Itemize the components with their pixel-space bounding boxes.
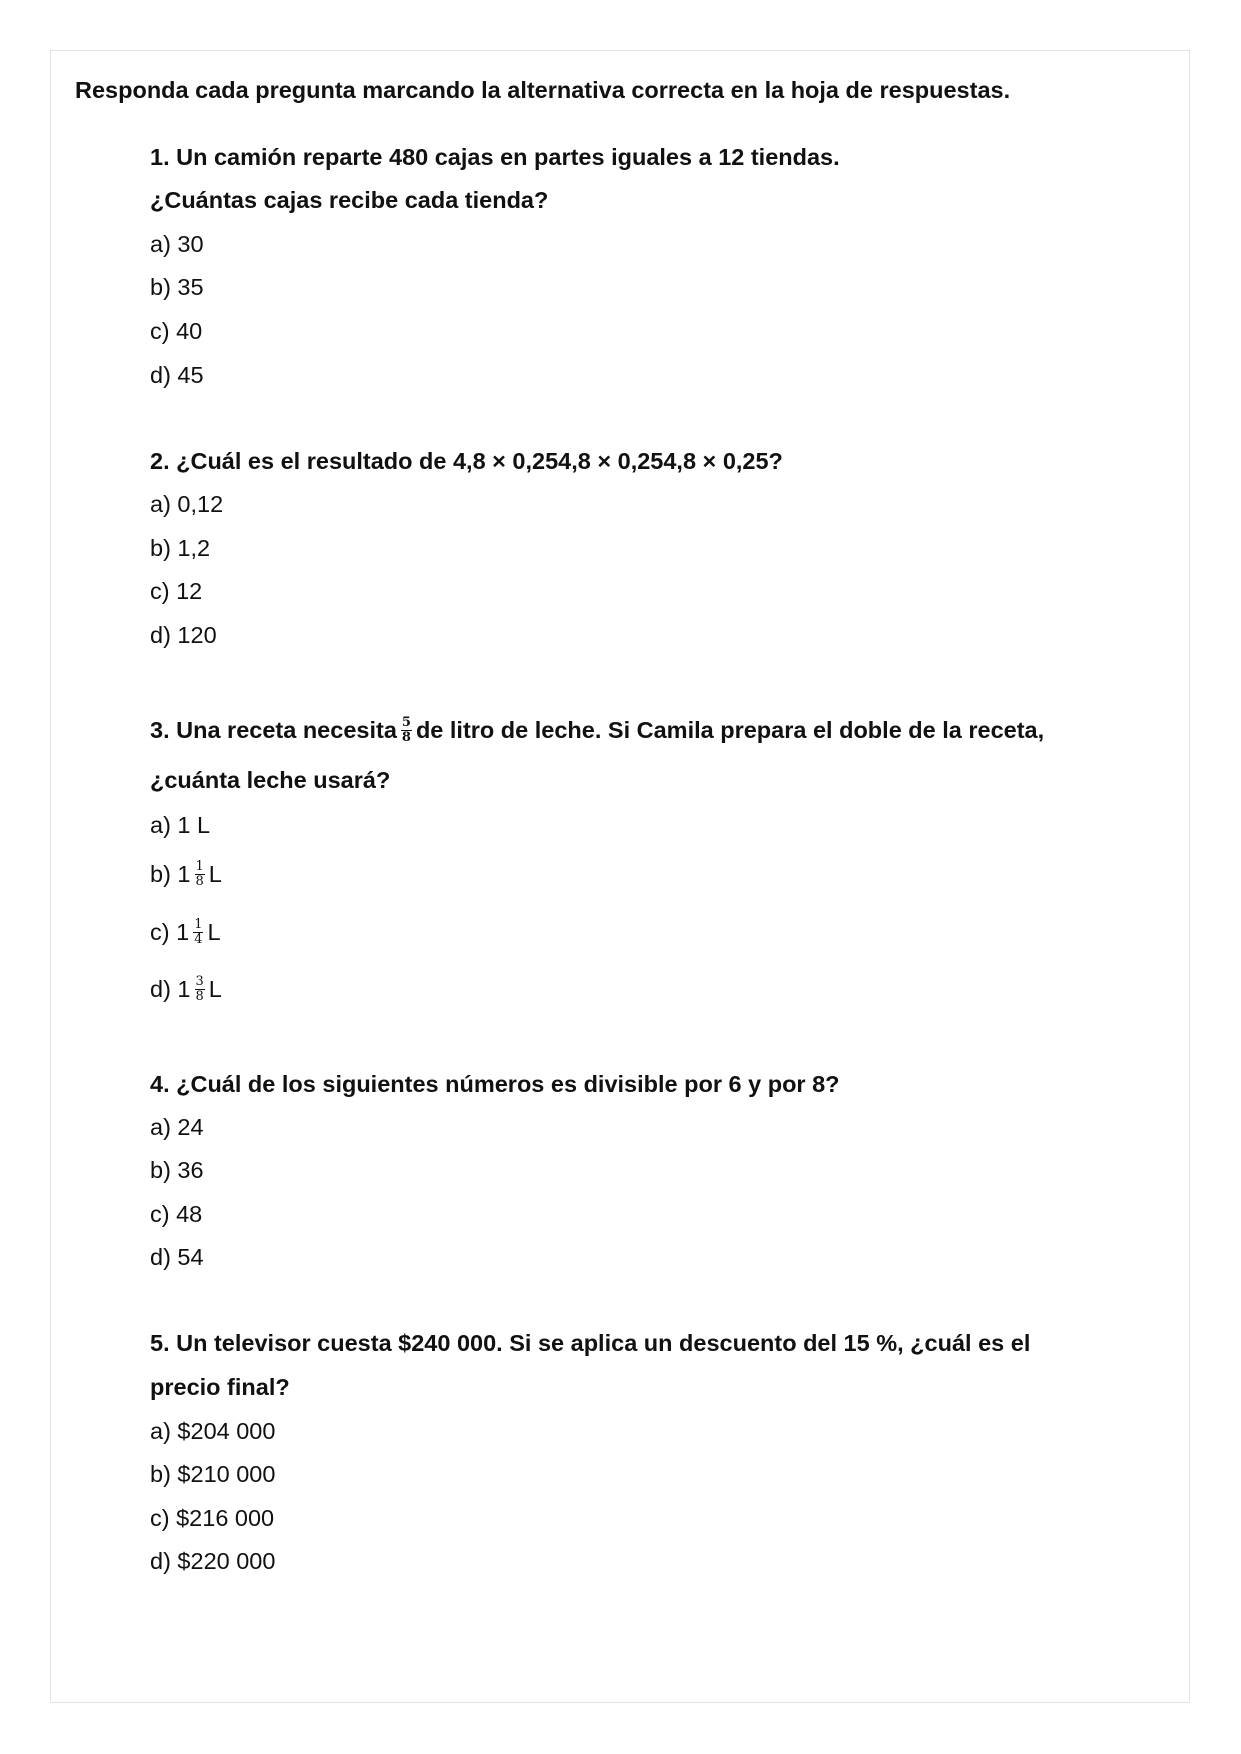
- question-1-option-a[interactable]: a) 30: [150, 231, 204, 257]
- question-5-option-a[interactable]: a) $204 000: [150, 1418, 276, 1444]
- question-5-option-d[interactable]: d) $220 000: [150, 1548, 276, 1574]
- fraction-numerator: 5: [401, 715, 411, 731]
- fraction-denominator: 8: [195, 989, 204, 1005]
- fraction-numerator: 1: [194, 917, 203, 933]
- question-4-option-b[interactable]: b) 36: [150, 1157, 204, 1183]
- fraction-one-quarter: [193, 918, 203, 947]
- question-5-text-line-1: 5. Un televisor cuesta $240 000. Si se aplica un descuento del 15 %, ¿cuál es el: [150, 1330, 1031, 1356]
- option-d-label: d) 1: [150, 976, 191, 1002]
- question-5-option-c[interactable]: c) $216 000: [150, 1505, 275, 1531]
- question-2-option-d[interactable]: d) 120: [150, 622, 217, 648]
- option-d-unit: L: [208, 976, 222, 1002]
- question-2-option-c[interactable]: c) 12: [150, 578, 203, 604]
- question-2-option-a[interactable]: a) 0,12: [150, 491, 224, 517]
- option-c-unit: L: [207, 919, 221, 945]
- question-3-text-line-1: [150, 716, 1044, 746]
- question-5-option-b[interactable]: b) $210 000: [150, 1461, 276, 1487]
- question-2-option-b[interactable]: b) 1,2: [150, 535, 211, 561]
- fraction-one-eighth: [195, 860, 205, 889]
- option-b-unit: L: [208, 861, 222, 887]
- question-1-option-c[interactable]: c) 40: [150, 318, 203, 344]
- question-1-text-line-1: 1. Un camión reparte 480 cajas en partes iguales a 12 tiendas.: [150, 144, 840, 170]
- fraction-three-eighths: [195, 975, 205, 1004]
- question-4-option-c[interactable]: c) 48: [150, 1201, 203, 1227]
- fraction-numerator: 1: [195, 859, 204, 875]
- question-3-text-pre: 3. Una receta necesita: [150, 717, 397, 743]
- question-4-option-d[interactable]: d) 54: [150, 1244, 204, 1270]
- question-3-text-line-2: ¿cuánta leche usará?: [150, 767, 391, 793]
- option-c-label: c) 1: [150, 919, 190, 945]
- question-2-text: 2. ¿Cuál es el resultado de 4,8 × 0,254,8 × 0,254,8 × 0,25?: [150, 448, 783, 474]
- question-5-text-line-2: precio final?: [150, 1374, 290, 1400]
- fraction-denominator: 4: [194, 932, 203, 948]
- question-1-option-b[interactable]: b) 35: [150, 274, 204, 300]
- question-3-option-a[interactable]: a) 1 L: [150, 812, 211, 838]
- question-3-text-post: de litro de leche. Si Camila prepara el doble de la receta,: [415, 717, 1045, 743]
- question-1-text-line-2: ¿Cuántas cajas recibe cada tienda?: [150, 187, 549, 213]
- instructions: Responda cada pregunta marcando la alternativa correcta en la hoja de respuestas.: [75, 77, 1011, 103]
- question-3-option-c[interactable]: [150, 918, 221, 948]
- fraction-denominator: 8: [401, 730, 411, 746]
- option-b-label: b) 1: [150, 861, 191, 887]
- question-4-text: 4. ¿Cuál de los siguientes números es divisible por 6 y por 8?: [150, 1071, 840, 1097]
- fraction-numerator: 3: [195, 974, 204, 990]
- question-1-option-d[interactable]: d) 45: [150, 362, 204, 388]
- fraction-five-eighths: [401, 716, 412, 745]
- question-3-option-d[interactable]: [150, 975, 222, 1005]
- fraction-denominator: 8: [195, 874, 204, 890]
- question-3-option-b[interactable]: [150, 860, 222, 890]
- question-4-option-a[interactable]: a) 24: [150, 1114, 204, 1140]
